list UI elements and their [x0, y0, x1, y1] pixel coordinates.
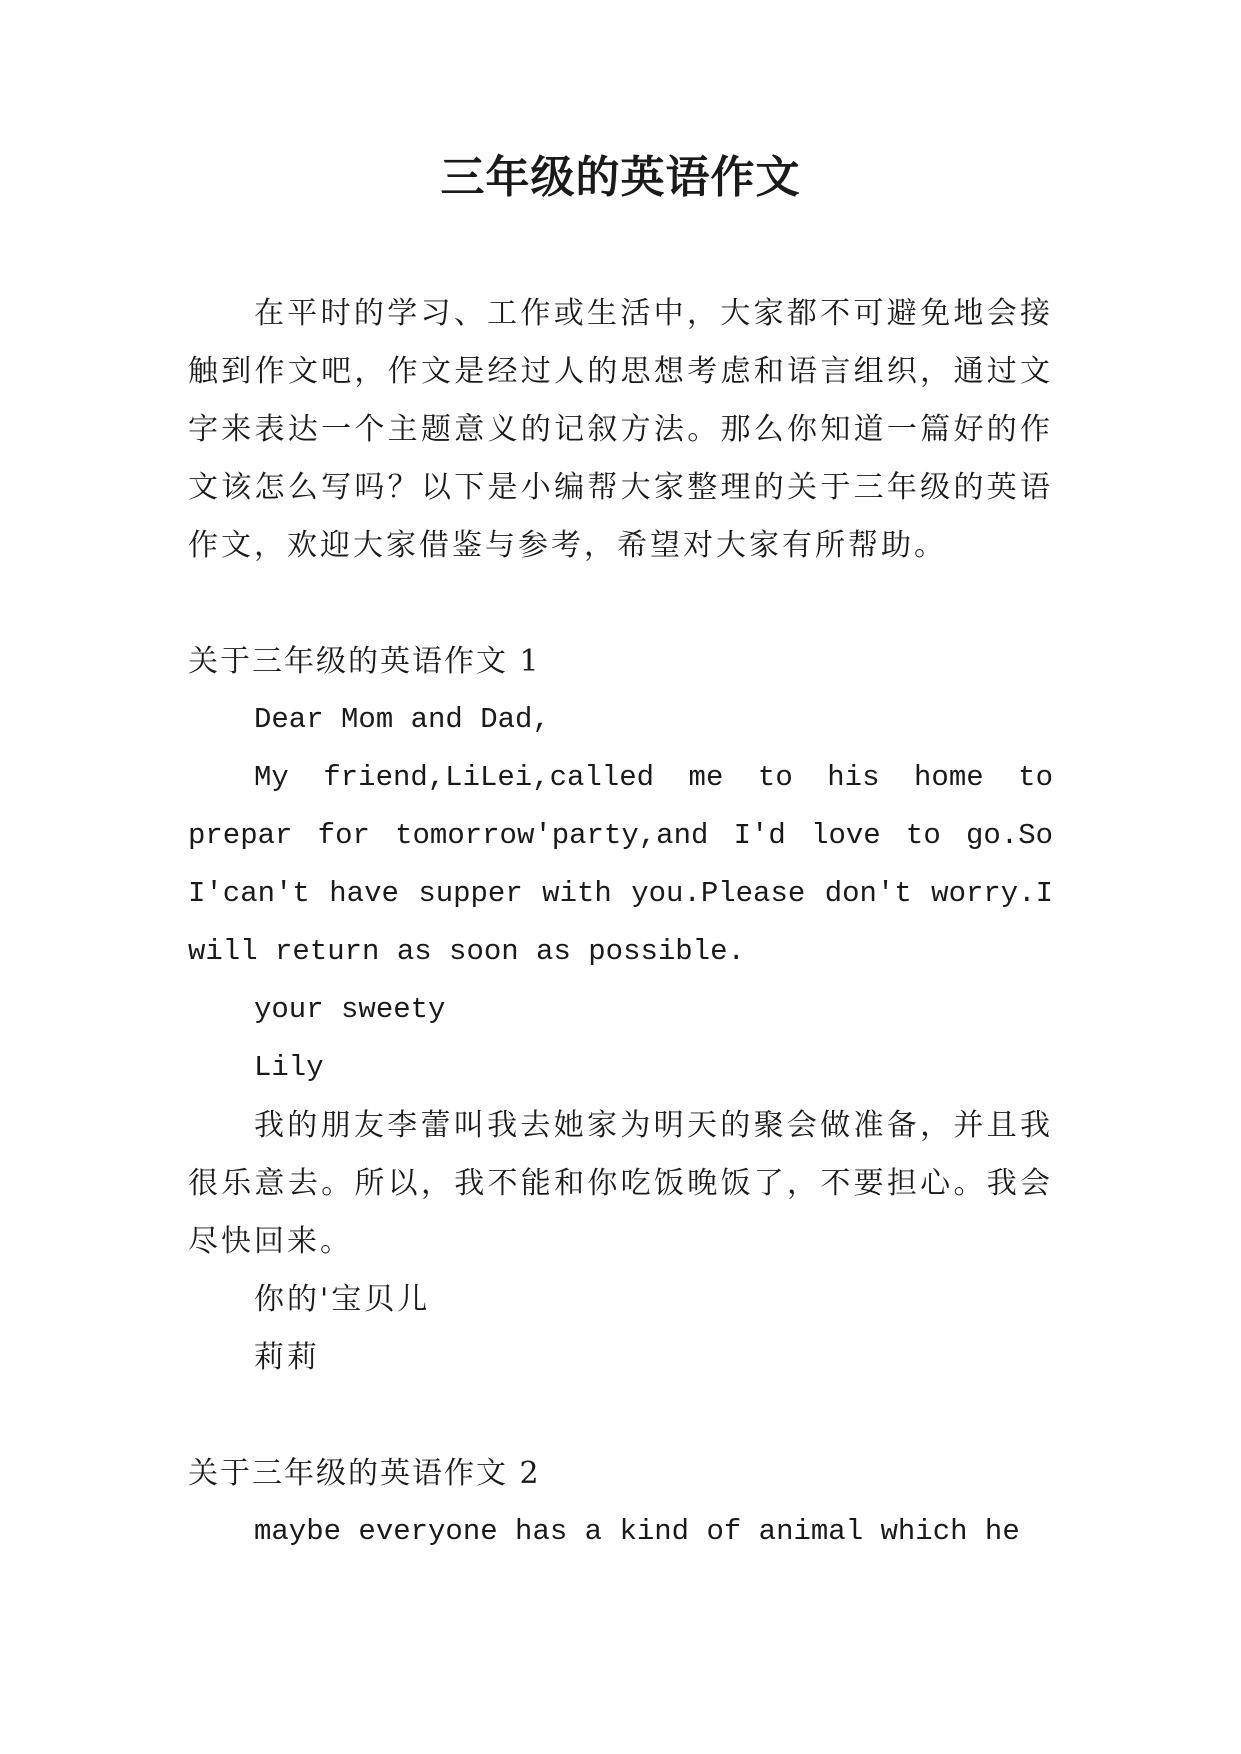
translation-signature: 莉莉: [254, 1340, 320, 1375]
section-2-paragraph: maybe everyone has a kind of animal which he: [254, 1515, 1020, 1548]
translation-closing: 你的'宝贝儿: [254, 1282, 431, 1317]
letter-signature: Lily: [254, 1051, 324, 1084]
intro-paragraph: 在平时的学习、工作或生活中，大家都不可避免地会接触到作文吧，作文是经过人的思想考虑和语言组织，通过文字来表达一个主题意义的记叙方法。那么你知道一篇好的作文该怎么写吗？以下是小编帮大家整理的关于三年级的英语作文，欢迎大家借鉴与参考，希望对大家有所帮助。: [188, 296, 1053, 563]
translation-paragraph: 我的朋友李蕾叫我去她家为明天的聚会做准备，并且我很乐意去。所以，我不能和你吃饭晚饭了，不要担心。我会尽快回来。: [188, 1108, 1053, 1259]
section-1-heading: 关于三年级的英语作文 1: [188, 644, 541, 679]
letter-paragraph: My friend,LiLei,called me to his home to prepar for tomorrow'party,and I'd love to go.So I'can't have supper with you.Please don't worry.I will return as soon as possible.: [188, 761, 1053, 968]
document-body: [188, 285, 1053, 1561]
letter-closing: your sweety: [254, 993, 446, 1026]
section-2-heading: 关于三年级的英语作文 2: [188, 1456, 541, 1491]
letter-greeting: Dear Mom and Dad,: [254, 703, 550, 736]
document-title: 三年级的英语作文: [440, 152, 801, 203]
